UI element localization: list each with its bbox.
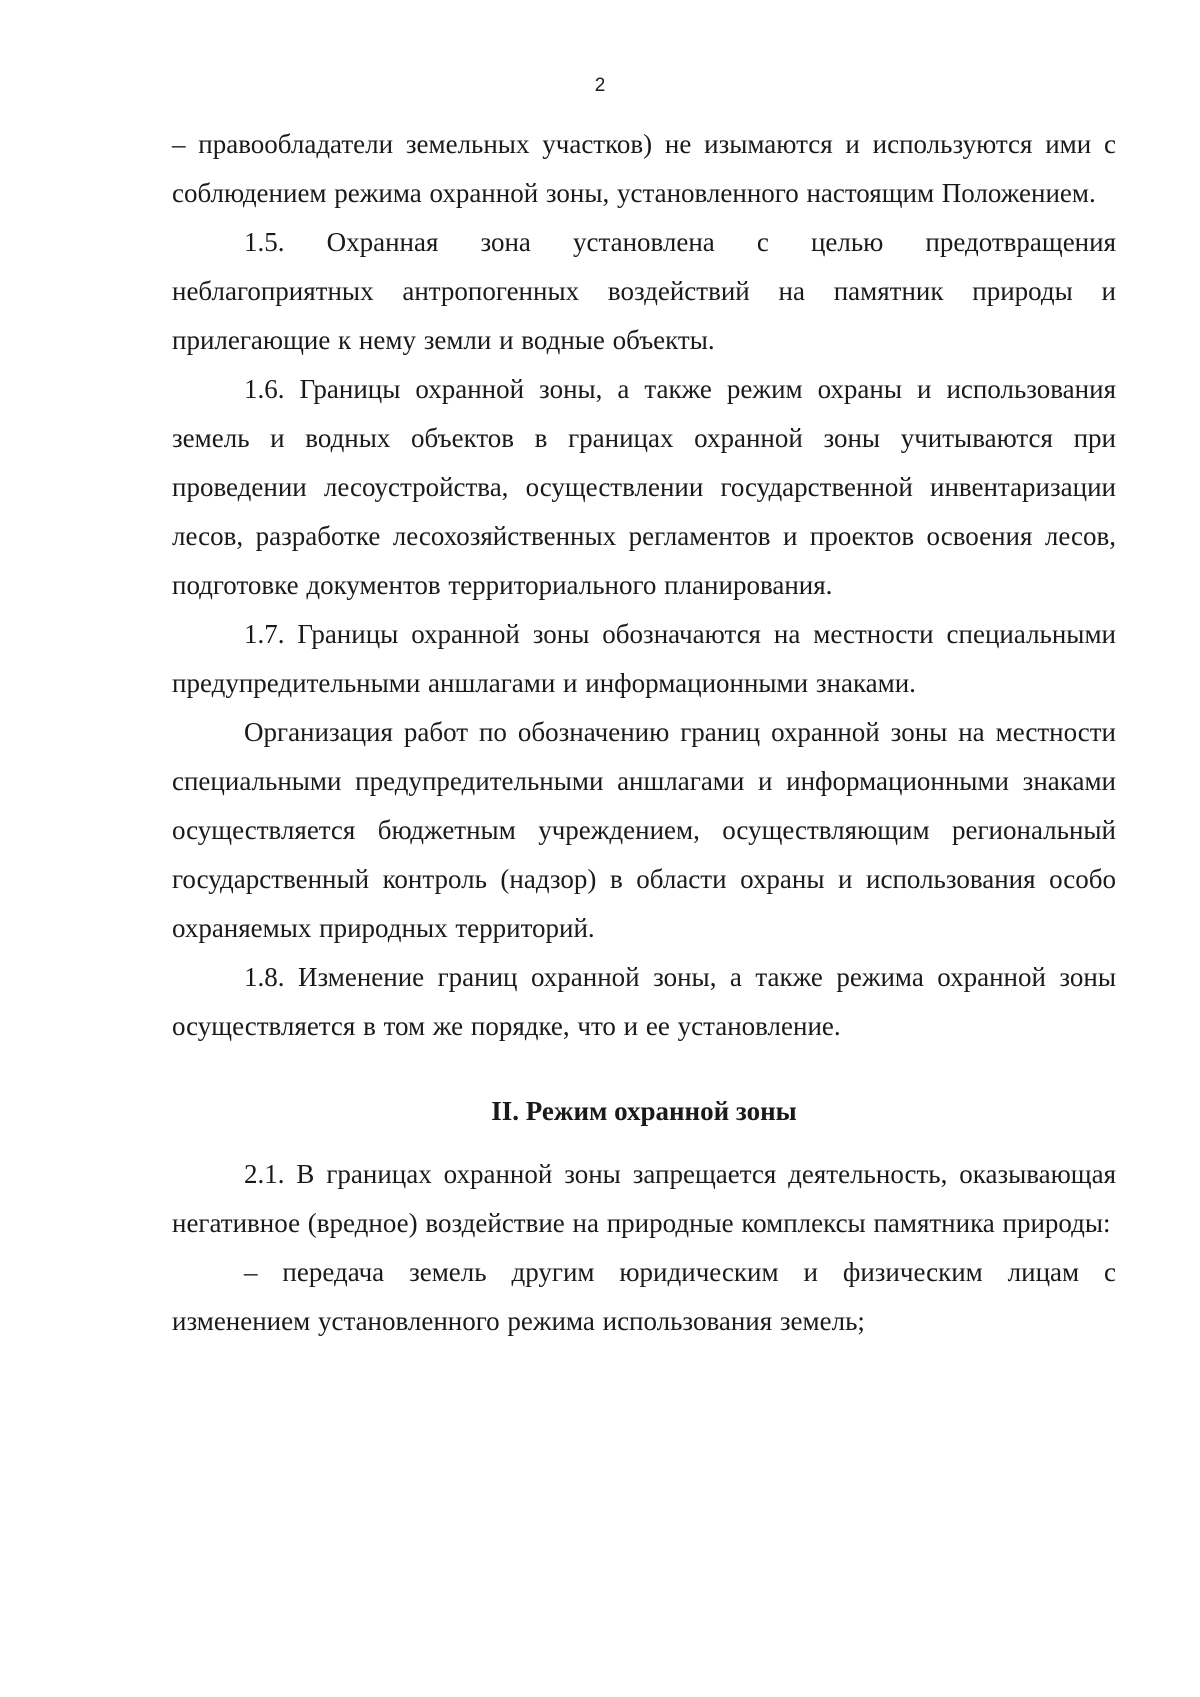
paragraph-2-1: 2.1. В границах охранной зоны запрещается деятельность, оказывающая негативное (вредное) воздействие на природные комплексы памятника природы:: [172, 1159, 1116, 1238]
paragraph-organization: Организация работ по обозначению границ охранной зоны на местности специальными предупредительными аншлагами и информационными знаками осуществляется бюджетным учреждением, осуществляющим региональный государственный контроль (надзор) в области охраны и использования особо охраняемых природных территорий.: [172, 717, 1116, 943]
paragraph-1-6: 1.6. Границы охранной зоны, а также режим охраны и использования земель и водных объектов в границах охранной зоны учитываются при проведении лесоустройства, осуществлении государственной инвентаризации лесов, разработке лесохозяйственных регламентов и проектов освоения лесов, подготовке документов территориального планирования.: [172, 374, 1116, 600]
paragraph-1-7: 1.7. Границы охранной зоны обозначаются на местности специальными предупредительными аншлагами и информационными знаками.: [172, 619, 1116, 698]
document-body: [172, 120, 1116, 1346]
section-heading: II. Режим охранной зоны: [491, 1096, 797, 1126]
paragraph-1-5: 1.5. Охранная зона установлена с целью предотвращения неблагоприятных антропогенных воздействий на памятник природы и прилегающие к нему земли и водные объекты.: [172, 227, 1116, 355]
page-number: 2: [594, 75, 606, 96]
paragraph-continuation: – правообладатели земельных участков) не изымаются и используются ими с соблюдением режима охранной зоны, установленного настоящим Положением.: [172, 129, 1116, 208]
paragraph-1-8: 1.8. Изменение границ охранной зоны, а также режима охранной зоны осуществляется в том же порядке, что и ее установление.: [172, 962, 1116, 1041]
list-item-land-transfer: – передача земель другим юридическим и физическим лицам с изменением установленного режима использования земель;: [172, 1257, 1116, 1336]
